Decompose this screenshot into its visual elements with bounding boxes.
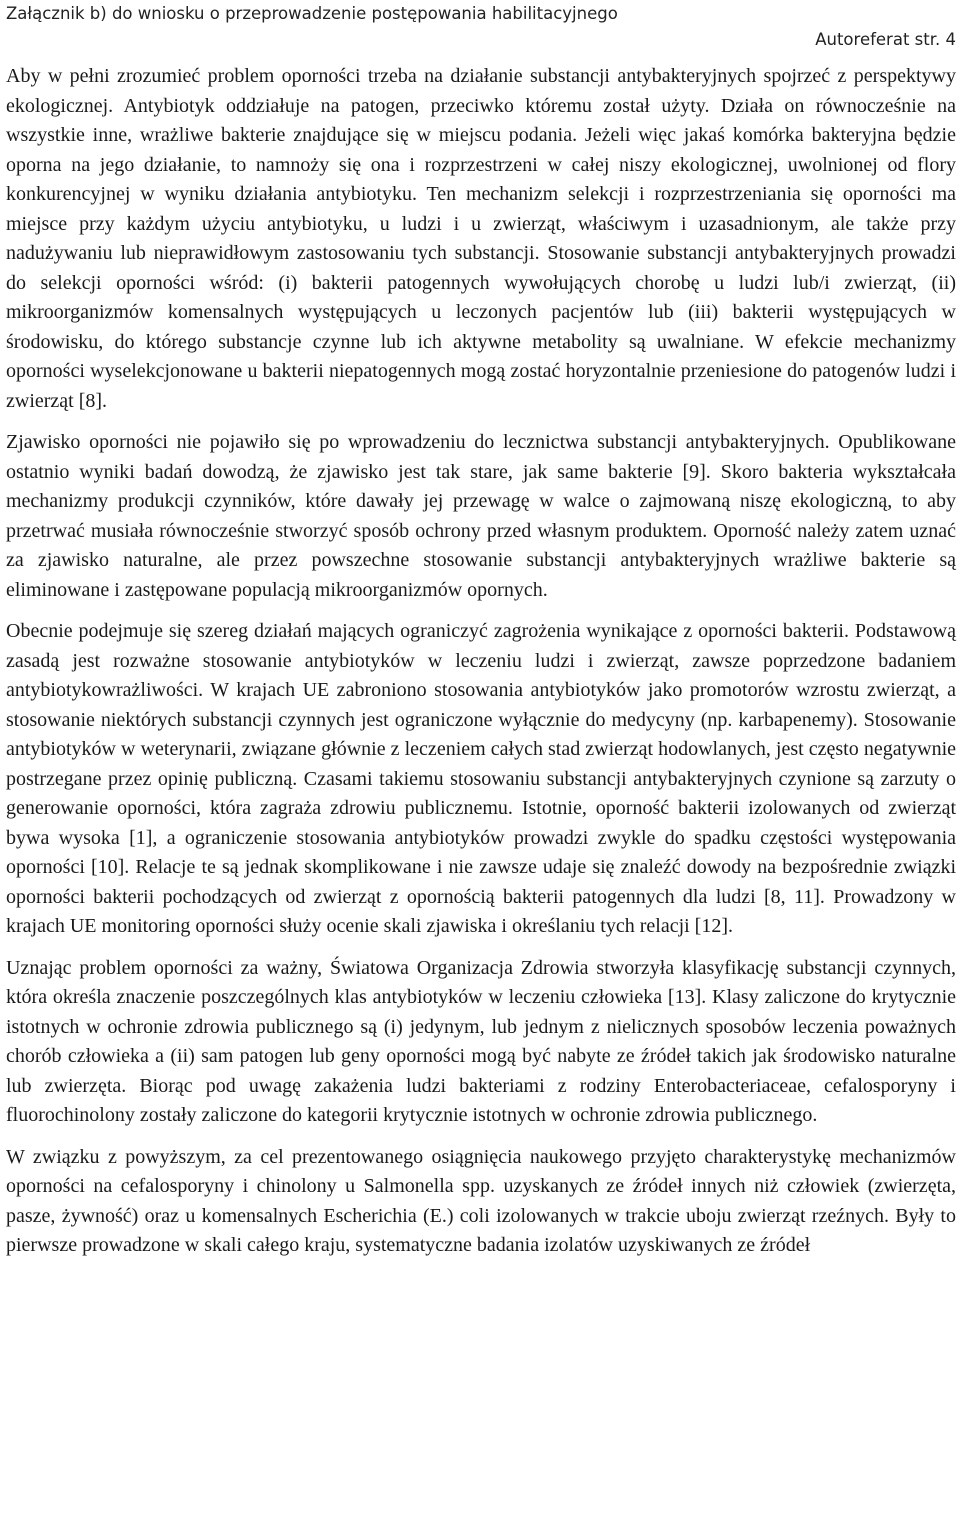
page-number-label: Autoreferat str. 4 xyxy=(815,30,956,49)
page-header-title: Załącznik b) do wniosku o przeprowadzenie postępowania habilitacyjnego xyxy=(6,4,618,23)
document-body xyxy=(6,62,956,1273)
paragraph-3: Obecnie podejmuje się szereg działań mających ograniczyć zagrożenia wynikające z oporności bakterii. Podstawową zasadą jest rozważne stosowanie antybiotyków w leczeniu ludzi i zwierząt, zawsze poprzedzone badaniem antybiotykowrażliwości. W krajach UE zabroniono stosowania antybiotyków jako promotorów wzrostu zwierząt, a stosowanie niektórych substancji czynnych jest ograniczone wyłącznie do medycyny (np. karbapenemy). Stosowanie antybiotyków w weterynarii, związane głównie z leczeniem całych stad zwierząt hodowlanych, jest często negatywnie postrzegane przez opinię publiczną. Czasami takiemu stosowaniu substancji antybakteryjnych czynione są zarzuty o generowanie oporności, która zagraża zdrowiu publicznemu. Istotnie, oporność bakterii izolowanych od zwierząt bywa wysoka [1], a ograniczenie stosowania antybiotyków prowadzi zwykle do spadku częstości występowania oporności [10]. Relacje te są jednak skomplikowane i nie zawsze udaje się znaleźć dowody na bezpośrednie związki oporności bakterii pochodzących od zwierząt z opornością bakterii patogennych dla ludzi [8, 11]. Prowadzony w krajach UE monitoring oporności służy ocenie skali zjawiska i określaniu tych relacji [12]. xyxy=(6,620,956,937)
paragraph-1: Aby w pełni zrozumieć problem oporności trzeba na działanie substancji antybakteryjnych spojrzeć z perspektywy ekologicznej. Antybiotyk oddziałuje na patogen, przeciwko któremu został użyty. Działa on równocześnie na wszystkie inne, wrażliwe bakterie znajdujące się w miejscu podania. Jeżeli więc jakaś komórka bakteryjna będzie oporna na jego działanie, to namnoży się ona i rozprzestrzeni w całej niszy ekologicznej, uwolnionej od flory konkurencyjnej w wyniku działania antybiotyku. Ten mechanizm selekcji i rozprzestrzeniania się oporności ma miejsce przy każdym użyciu antybiotyku, u ludzi i u zwierząt, właściwym i uzasadnionym, ale także przy nadużywaniu lub nieprawidłowym zastosowaniu tych substancji. Stosowanie substancji antybakteryjnych prowadzi do selekcji oporności wśród: (i) bakterii patogennych wywołujących chorobę u ludzi lub/i zwierząt, (ii) mikroorganizmów komensalnych występujących u leczonych pacjentów lub (iii) bakterii występujących w środowisku, do którego substancje czynne lub ich aktywne metabolity są uwalniane. W efekcie mechanizmy oporności wyselekcjonowane u bakterii niepatogennych mogą zostać horyzontalnie przeniesione do patogenów ludzi i zwierząt [8]. xyxy=(6,65,956,412)
paragraph-4: Uznając problem oporności za ważny, Światowa Organizacja Zdrowia stworzyła klasyfikację substancji czynnych, która określa znaczenie poszczególnych klas antybiotyków w leczeniu człowieka [13]. Klasy zaliczone do krytycznie istotnych w ochronie zdrowia publicznego są (i) jedynym, lub jednym z nielicznych sposobów leczenia poważnych chorób człowieka a (ii) sam patogen lub geny oporności mogą być nabyte ze źródeł takich jak środowisko naturalne lub zwierzęta. Biorąc pod uwagę zakażenia ludzi bakteriami z rodziny Enterobacteriaceae, cefalosporyny i fluorochinolony zostały zaliczone do kategorii krytycznie istotnych w ochronie zdrowia publicznego. xyxy=(6,956,956,1126)
paragraph-2: Zjawisko oporności nie pojawiło się po wprowadzeniu do lecznictwa substancji antybakteryjnych. Opublikowane ostatnio wyniki badań dowodzą, że zjawisko jest tak stare, jak same bakterie [9]. Skoro bakteria wykształcała mechanizmy produkcji czynników, które dawały jej przewagę w walce o zajmowaną niszę ekologiczną, to aby przetrwać musiała równocześnie stworzyć sposób ochrony przed własnym produktem. Oporność należy zatem uznać za zjawisko naturalne, ale przez powszechne stosowanie substancji antybakteryjnych wrażliwe bakterie są eliminowane i zastępowane populacją mikroorganizmów opornych. xyxy=(6,431,956,601)
paragraph-5: W związku z powyższym, za cel prezentowanego osiągnięcia naukowego przyjęto charakterystykę mechanizmów oporności na cefalosporyny i chinolony u Salmonella spp. uzyskanych ze źródeł innych niż człowiek (zwierzęta, pasze, żywność) oraz u komensalnych Escherichia (E.) coli izolowanych w trakcie uboju zwierząt rzeźnych. Były to pierwsze prowadzone w skali całego kraju, systematyczne badania izolatów uzyskiwanych ze źródeł xyxy=(6,1145,956,1256)
